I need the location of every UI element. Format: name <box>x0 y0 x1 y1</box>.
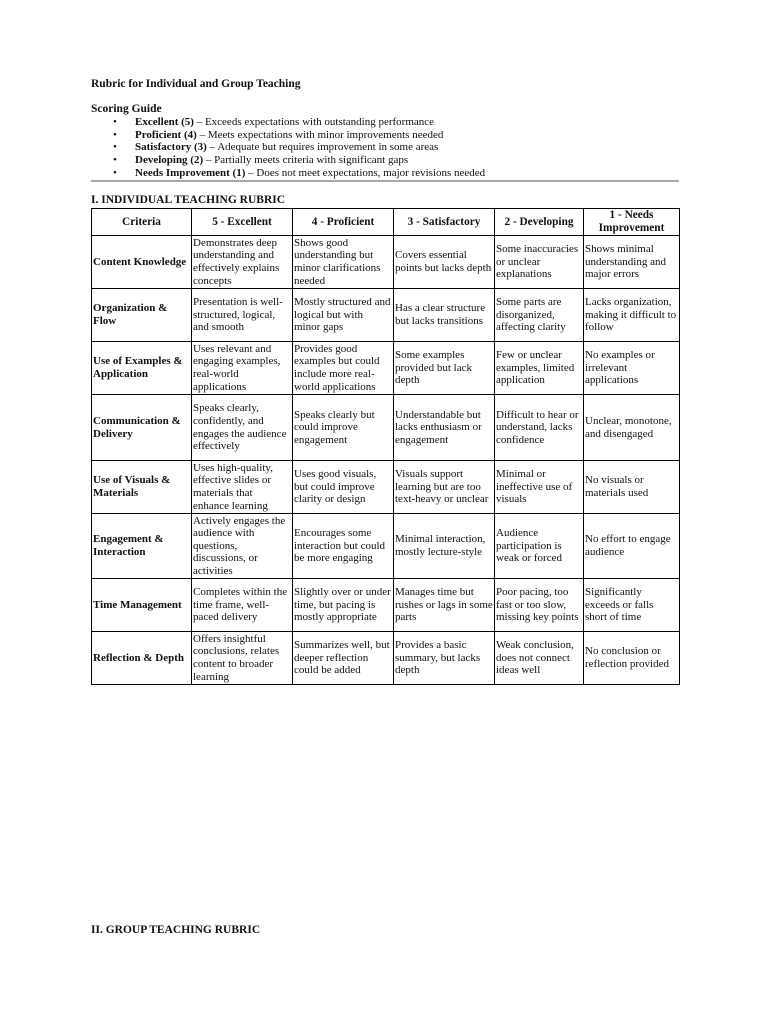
table-cell: Slightly over or under time, but pacing is mostly appropriate <box>293 579 394 632</box>
table-cell: Understandable but lacks enthusiasm or engagement <box>394 395 495 461</box>
criteria-cell: Organization & Flow <box>92 289 192 342</box>
table-cell: Minimal or ineffective use of visuals <box>495 461 584 514</box>
table-cell: Shows good understanding but minor clarifications needed <box>293 236 394 289</box>
bullet-icon: • <box>113 141 117 154</box>
table-row <box>92 289 680 342</box>
scoring-guide-item <box>91 129 485 142</box>
criteria-cell: Reflection & Depth <box>92 632 192 685</box>
table-cell: Encourages some interaction but could be more engaging <box>293 514 394 579</box>
scoring-guide-list <box>91 116 485 179</box>
scoring-description: – Meets expectations with minor improvements needed <box>196 128 444 141</box>
bullet-icon: • <box>113 166 117 179</box>
criteria-cell: Engagement & Interaction <box>92 514 192 579</box>
criteria-cell: Time Management <box>92 579 192 632</box>
scoring-level: Excellent (5) <box>135 116 194 128</box>
table-cell: Unclear, monotone, and disengaged <box>584 395 680 461</box>
document-title: Rubric for Individual and Group Teaching <box>91 78 301 90</box>
table-cell: Some examples provided but lack depth <box>394 342 495 395</box>
table-cell: Actively engages the audience with questions, discussions, or activities <box>192 514 293 579</box>
table-cell: Minimal interaction, mostly lecture-style <box>394 514 495 579</box>
scoring-level: Satisfactory (3) <box>135 141 207 154</box>
table-row <box>92 579 680 632</box>
criteria-cell: Content Knowledge <box>92 236 192 289</box>
horizontal-rule <box>91 180 679 182</box>
table-cell: Some parts are disorganized, affecting clarity <box>495 289 584 342</box>
table-cell: Covers essential points but lacks depth <box>394 236 495 289</box>
table-row <box>92 514 680 579</box>
scoring-guide-item <box>91 167 485 180</box>
table-row <box>92 236 680 289</box>
table-cell: Presentation is well-structured, logical, and smooth <box>192 289 293 342</box>
table-cell: Uses relevant and engaging examples, real-world applications <box>192 342 293 395</box>
table-cell: Offers insightful conclusions, relates content to broader learning <box>192 632 293 685</box>
bullet-icon: • <box>113 154 117 167</box>
table-cell: No conclusion or reflection provided <box>584 632 680 685</box>
scoring-level: Developing (2) <box>135 154 204 167</box>
criteria-cell: Use of Visuals & Materials <box>92 461 192 514</box>
bullet-icon: • <box>113 116 117 128</box>
criteria-cell: Use of Examples & Application <box>92 342 192 395</box>
table-cell: Significantly exceeds or falls short of time <box>584 579 680 632</box>
scoring-description: – Exceeds expectations with outstanding performance <box>193 116 435 128</box>
table-cell: Shows minimal understanding and major errors <box>584 236 680 289</box>
table-cell: No effort to engage audience <box>584 514 680 579</box>
column-header: 3 - Satisfactory <box>394 209 495 236</box>
table-cell: Some inaccuracies or unclear explanations <box>495 236 584 289</box>
table-cell: Difficult to hear or understand, lacks confidence <box>495 395 584 461</box>
individual-rubric-table <box>91 208 680 685</box>
scoring-guide-item <box>91 116 485 129</box>
table-cell: Provides a basic summary, but lacks depth <box>394 632 495 685</box>
table-cell: Speaks clearly, confidently, and engages the audience effectively <box>192 395 293 461</box>
table-cell: Poor pacing, too fast or too slow, missing key points <box>495 579 584 632</box>
table-cell: No visuals or materials used <box>584 461 680 514</box>
table-row <box>92 632 680 685</box>
scoring-guide-heading: Scoring Guide <box>91 103 162 115</box>
table-cell: Has a clear structure but lacks transitions <box>394 289 495 342</box>
table-cell: Summarizes well, but deeper reflection could be added <box>293 632 394 685</box>
scoring-level: Needs Improvement (1) <box>135 166 246 179</box>
table-cell: Completes within the time frame, well-paced delivery <box>192 579 293 632</box>
table-cell: Uses high-quality, effective slides or materials that enhance learning <box>192 461 293 514</box>
column-header: 1 - Needs Improvement <box>584 209 680 236</box>
scoring-guide-item <box>91 154 485 167</box>
column-header: Criteria <box>92 209 192 236</box>
scoring-description: – Adequate but requires improvement in some areas <box>206 141 439 154</box>
scoring-guide-item <box>91 141 485 154</box>
table-row <box>92 342 680 395</box>
table-cell: Weak conclusion, does not connect ideas well <box>495 632 584 685</box>
table-cell: Manages time but rushes or lags in some parts <box>394 579 495 632</box>
bullet-icon: • <box>113 128 117 141</box>
table-cell: Audience participation is weak or forced <box>495 514 584 579</box>
table-row <box>92 395 680 461</box>
table-cell: No examples or irrelevant applications <box>584 342 680 395</box>
column-header: 5 - Excellent <box>192 209 293 236</box>
table-cell: Speaks clearly but could improve engagement <box>293 395 394 461</box>
table-cell: Few or unclear examples, limited application <box>495 342 584 395</box>
section-heading-individual: I. INDIVIDUAL TEACHING RUBRIC <box>91 194 286 206</box>
table-header-row <box>92 209 680 236</box>
table-cell: Provides good examples but could include more real-world applications <box>293 342 394 395</box>
scoring-description: – Does not meet expectations, major revisions needed <box>245 166 486 179</box>
table-cell: Demonstrates deep understanding and effectively explains concepts <box>192 236 293 289</box>
table-cell: Uses good visuals, but could improve clarity or design <box>293 461 394 514</box>
table-cell: Visuals support learning but are too text-heavy or unclear <box>394 461 495 514</box>
table-row <box>92 461 680 514</box>
table-cell: Mostly structured and logical but with minor gaps <box>293 289 394 342</box>
section-heading-group: II. GROUP TEACHING RUBRIC <box>91 924 261 936</box>
table-cell: Lacks organization, making it difficult to follow <box>584 289 680 342</box>
scoring-description: – Partially meets criteria with significant gaps <box>203 154 409 167</box>
column-header: 4 - Proficient <box>293 209 394 236</box>
criteria-cell: Communication & Delivery <box>92 395 192 461</box>
scoring-level: Proficient (4) <box>135 128 197 141</box>
column-header: 2 - Developing <box>495 209 584 236</box>
